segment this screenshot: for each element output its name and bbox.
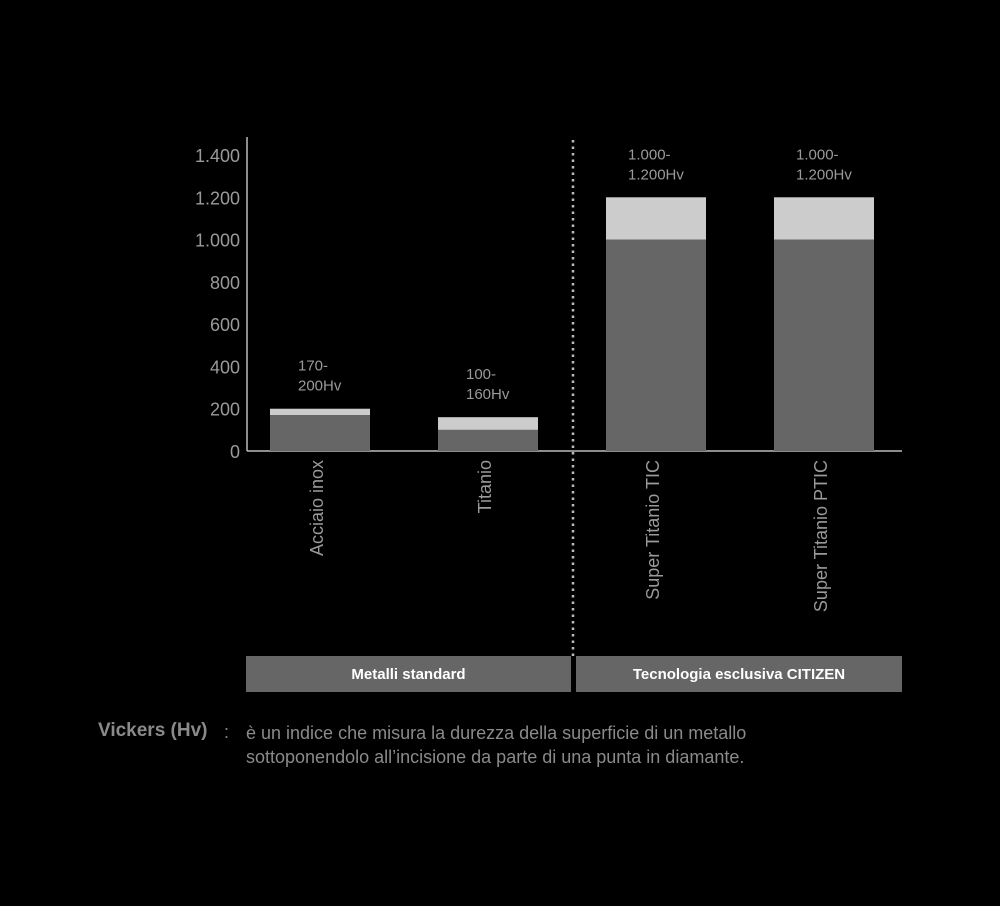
category-label: Titanio (475, 460, 495, 514)
y-tick-label: 600 (209, 315, 240, 336)
bar-range-0 (270, 409, 370, 415)
data-label: 200Hv (298, 377, 342, 395)
bar-min-0 (270, 415, 370, 451)
bar-range-2 (606, 197, 706, 239)
bar-range-3 (774, 197, 874, 239)
y-tick-label: 800 (209, 272, 240, 293)
data-label: 170- (298, 357, 329, 375)
legend-line-2: sottoponendolo all’incisione da parte di una punta in diamante. (246, 747, 745, 767)
legend-description (246, 721, 886, 769)
bar-min-2 (606, 240, 706, 451)
category-label: Super Titanio TIC (643, 460, 663, 600)
data-label: 1.000- (796, 146, 839, 164)
y-tick-label: 1.200 (194, 188, 240, 209)
y-tick-label: 400 (209, 357, 240, 378)
legend-colon: : (224, 722, 230, 742)
y-tick-label: 0 (229, 442, 240, 462)
y-tick-label: 200 (209, 399, 240, 420)
data-label: 1.000- (628, 146, 671, 164)
y-tick-label: 1.000 (194, 230, 240, 251)
bar-min-3 (774, 240, 874, 451)
category-label: Super Titanio PTIC (811, 460, 831, 613)
group-label-tecnologia-citizen: Tecnologia esclusiva CITIZEN (576, 656, 902, 692)
data-label: 1.200Hv (628, 166, 684, 184)
category-label: Acciaio inox (307, 460, 327, 557)
y-tick-label: 1.400 (194, 146, 240, 166)
data-label: 100- (466, 366, 497, 384)
data-label: 1.200Hv (796, 166, 852, 184)
bar-range-1 (438, 417, 538, 430)
legend-term: Vickers (Hv) (98, 720, 208, 741)
legend-line-1: è un indice che misura la durezza della superficie di un metallo (246, 723, 747, 743)
bar-min-1 (438, 430, 538, 451)
group-label-metalli-standard: Metalli standard (246, 656, 571, 692)
data-label: 160Hv (466, 386, 510, 404)
